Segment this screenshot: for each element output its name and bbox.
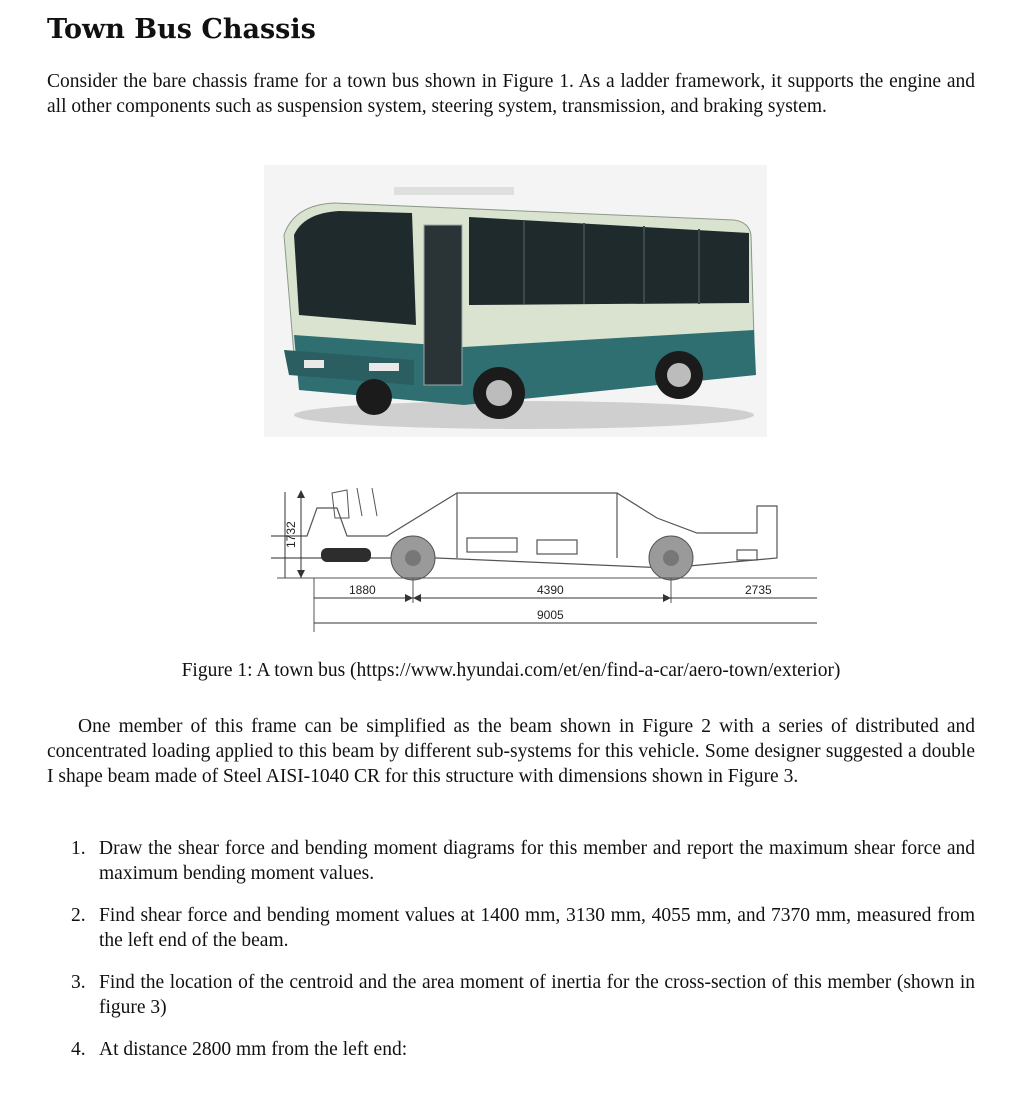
question-list xyxy=(47,836,975,1079)
figure-caption: Figure 1: A town bus (https://www.hyundai.com/et/en/find-a-car/aero-town/exterior) xyxy=(181,660,841,681)
dim-total-length: 9005 xyxy=(537,608,564,622)
list-item: 2. Find shear force and bending moment values at 1400 mm, 3130 mm, 4055 mm, and 7370 mm, measured from the left end of the beam. xyxy=(71,905,975,951)
chassis-drawing xyxy=(237,478,817,638)
bus-photo xyxy=(264,165,767,437)
intro-paragraph: Consider the bare chassis frame for a town bus shown in Figure 1. As a ladder framework, it supports the engine and all other components such as suspension system, steering system, transmission, and braking system. xyxy=(47,71,975,117)
dim-front-overhang: 1880 xyxy=(349,583,376,597)
dim-height: 1732 xyxy=(284,521,298,548)
body-paragraph: One member of this frame can be simplified as the beam shown in Figure 2 with a series of distributed and concentrated loading applied to this beam by different sub-systems for this vehicle. Some designer suggested a double I shape beam made of Steel AISI-1040 CR for this structure with dimensions shown in Figure 3. xyxy=(47,716,975,787)
list-item: 1. Draw the shear force and bending moment diagrams for this member and report the maximum shear force and maximum bending moment values. xyxy=(71,838,975,884)
list-item: 3. Find the location of the centroid and the area moment of inertia for the cross-section of this member (shown in figure 3) xyxy=(71,972,975,1018)
page-title: Town Bus Chassis xyxy=(47,14,316,45)
list-item: 4. At distance 2800 mm from the left end: xyxy=(71,1039,408,1060)
dim-rear-overhang: 2735 xyxy=(745,583,772,597)
dim-wheelbase: 4390 xyxy=(537,583,564,597)
